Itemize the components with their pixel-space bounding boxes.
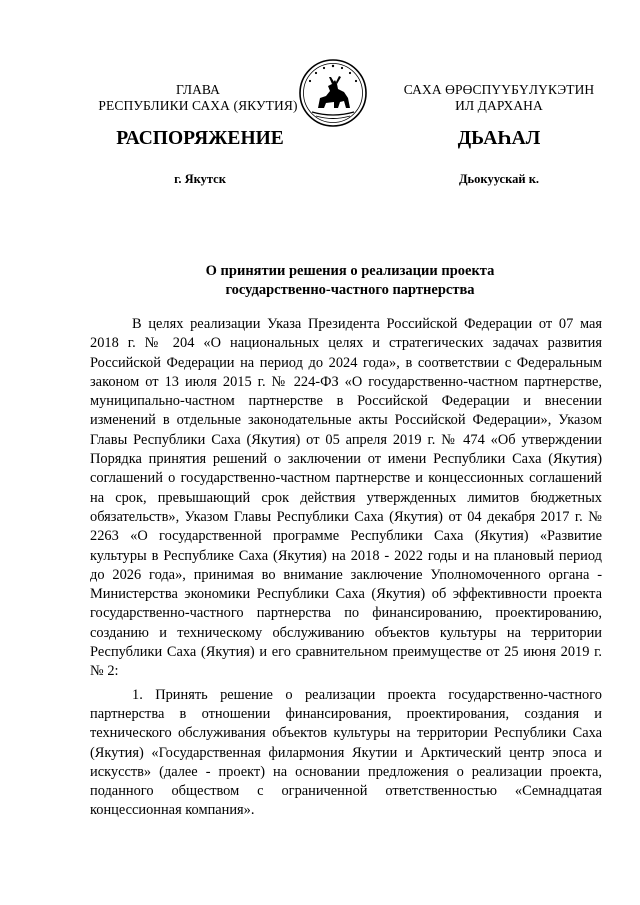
document-type-yakut: ДЬАҺАЛ bbox=[457, 128, 541, 149]
document-title-line2: государственно-частного партнерства bbox=[225, 282, 475, 298]
city-yakut: Дьокуускай к. bbox=[458, 172, 540, 186]
coat-of-arms-emblem bbox=[298, 58, 368, 128]
preamble-paragraph: В целях реализации Указа Президента Российской Федерации от 07 мая 2018 г. № 204 «О национальных целях и стратегических задачах развития Российской Федерации на период до 2024 года», в соответствии с Федеральным законом от 13 июля 2015 г. № 224-ФЗ «О государственно-частном партнерстве, муниципально-частном партнерстве в Российской Федерации и внесении изменений в отдельные законодательные акты Российской Федерации», Указом Главы Республики Саха (Якутия) от 05 апреля 2019 г. № 474 «Об утверждении Порядка принятия решений о заключении от имени Республики Саха (Якутия) соглашений о государственно-частном партнерстве и концессионных соглашений на срок, превышающий срок действия утвержденных лимитов бюджетных обязательств», Указом Главы Республики Саха (Якутия) от 04 декабря 2017 г. № 2263 «О государственной программе Республики Саха (Якутия) «Развитие культуры в Республике Саха (Якутия) на 2018 - 2022 годы и на плановый период до 2026 года», принимая во внимание заключение Уполномоченного органа - Министерства экономики Республики Саха (Якутия) об эффективности проекта государственно-частного партнерства по финансированию, проектированию, созданию и техническому обслуживанию объектов культуры на территории Республики Саха (Якутия) и его сравнительном преимуществе от 25 июня 2019 г. № 2: bbox=[90, 316, 602, 680]
issuer-header-yakut bbox=[388, 82, 610, 113]
issuer-title-line2: РЕСПУБЛИКИ САХА (ЯКУТИЯ) bbox=[98, 97, 298, 113]
document-title bbox=[90, 262, 610, 300]
document-title-line1: О принятии решения о реализации проекта bbox=[205, 263, 495, 279]
clause-1-paragraph: 1. Принять решение о реализации проекта государственно-частного партнерства в отношении финансирования, проектирования, создания и технического обслуживания объектов культуры на территории Республики Саха (Якутия) «Государственная филармония Якутии и Арктический центр эпоса и искусств» (далее - проект) на основании предложения о реализации проекта, поданного обществом с ограниченной ответственностью «Семнадцатая концессионная компания». bbox=[90, 686, 602, 819]
issuer-title-yakut-line1: САХА ӨРӨСПҮҮБҮЛҮКЭТИН bbox=[403, 82, 595, 97]
document-type-russian: РАСПОРЯЖЕНИЕ bbox=[116, 128, 284, 149]
issuer-header-russian bbox=[78, 82, 318, 113]
document-body bbox=[90, 315, 602, 821]
issuer-title-yakut-line2: ИЛ ДАРХАНА bbox=[455, 97, 543, 113]
city-russian: г. Якутск bbox=[174, 172, 226, 186]
issuer-title-line1: ГЛАВА bbox=[175, 82, 221, 97]
